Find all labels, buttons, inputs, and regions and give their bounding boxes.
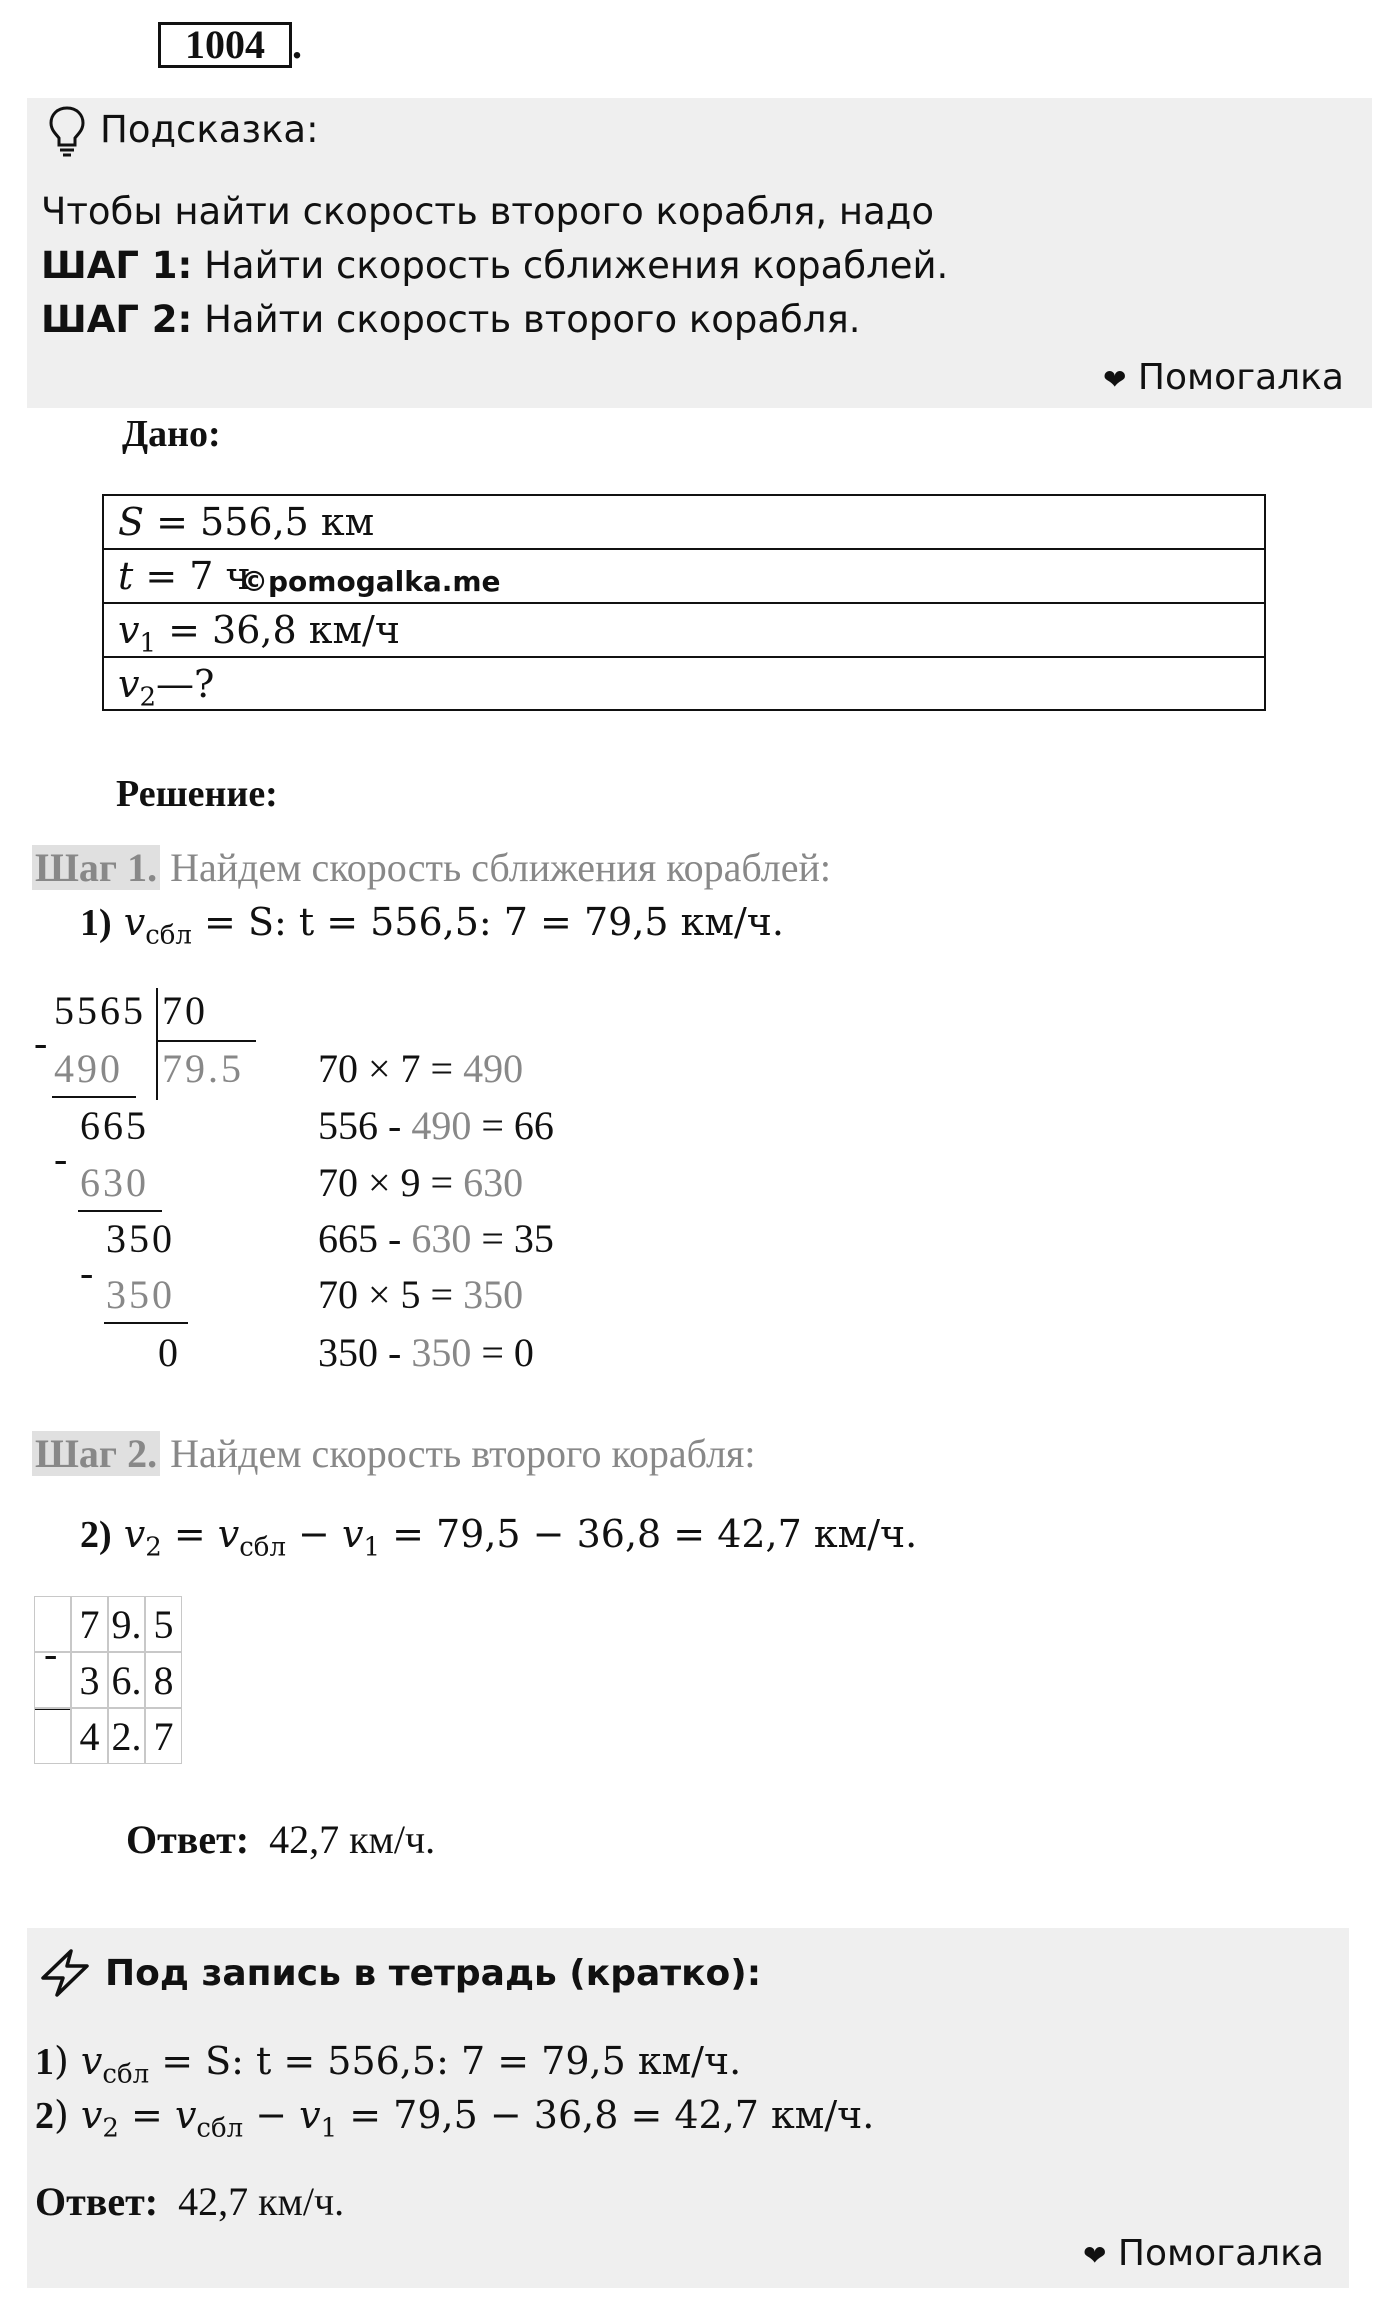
notes-number: 1 [35, 2041, 54, 2083]
answer-value: 42,7 км/ч. [249, 1817, 436, 1862]
minus-sign: - [80, 1250, 97, 1295]
formula-sub: 2 [102, 2113, 119, 2144]
hint-intro: Чтобы найти скорость второго корабля, надо [41, 190, 934, 233]
formula-number: 1) [80, 902, 112, 944]
step-2-heading [32, 1430, 755, 1478]
note-gray: 350 [411, 1330, 472, 1375]
grid-cell: 6. [108, 1652, 145, 1708]
grid-cell: 9. [108, 1596, 145, 1652]
minus-sign: - [44, 1631, 58, 1676]
formula-number: 2) [80, 1514, 112, 1556]
notes-answer [35, 2178, 344, 2226]
step-1-label: Шаг 1. [32, 845, 160, 890]
division-divisor: 70 [162, 988, 208, 1033]
given-var: v [118, 662, 140, 706]
column-subtraction [34, 1596, 194, 1770]
note-gray: 350 [463, 1272, 524, 1317]
given-value: = 36,8 км/ч [156, 608, 400, 652]
given-sub: 1 [139, 628, 157, 659]
division-line-4: 350 [106, 1216, 175, 1261]
note-tail: = 0 [471, 1330, 534, 1375]
division-quotient: 79.5 [162, 1046, 244, 1091]
answer [126, 1816, 435, 1864]
given-value: —? [156, 662, 215, 706]
formula-sub: сбл [145, 920, 192, 951]
formula-rest: = S: t = 556,5: 7 = 79,5 км/ч. [149, 2039, 742, 2083]
answer-label: Ответ: [126, 1817, 250, 1862]
division-note-1 [318, 1046, 523, 1092]
hint-step-1-label: ШАГ 1: [41, 244, 193, 287]
notes-number: 2 [35, 2095, 54, 2137]
grid-cell: 3 [71, 1652, 108, 1708]
note-gray: 630 [411, 1216, 472, 1261]
formula-var: v [123, 1512, 146, 1556]
given-sub: 2 [139, 682, 157, 713]
division-line-5: 350 [106, 1272, 175, 1317]
division-note-3 [318, 1160, 523, 1206]
note-gray: 490 [411, 1103, 472, 1148]
note-tail: = 66 [471, 1103, 554, 1148]
note-gray: 490 [463, 1046, 524, 1091]
formula-var: v [80, 2093, 103, 2137]
hint-step-1-text: Найти скорость сближения кораблей. [192, 244, 949, 287]
step-2-text: Найдем скорость второго корабля: [160, 1431, 756, 1476]
grid-cell: 2. [108, 1708, 145, 1764]
notes-line-2 [35, 2090, 874, 2154]
note-gray: 630 [463, 1160, 524, 1205]
formula-sub: сбл [239, 1532, 286, 1563]
division-rule [78, 1210, 162, 1212]
lightning-icon [37, 1948, 93, 1998]
division-dividend: 5565 [54, 988, 146, 1033]
formula-minus: − [243, 2093, 300, 2137]
note-black: 665 - [318, 1216, 412, 1261]
division-note-4 [318, 1216, 554, 1262]
notes-paren: ) [54, 2093, 69, 2137]
given-value: = 7 ч [133, 554, 251, 598]
formula-sub: 2 [145, 1532, 162, 1563]
grid-cell: 8 [145, 1652, 182, 1708]
formula-rest: = S: t = 556,5: 7 = 79,5 км/ч. [191, 900, 784, 944]
note-black: 70 × 7 = [318, 1046, 464, 1091]
division-rule [52, 1096, 136, 1098]
answer-label: Ответ: [35, 2179, 159, 2224]
given-var: t [118, 554, 134, 598]
division-divisor-line [156, 1040, 256, 1042]
note-black: 70 × 9 = [318, 1160, 464, 1205]
division-line-3: 630 [80, 1160, 149, 1205]
formula-sub: сбл [196, 2113, 244, 2144]
formula-sub: 1 [363, 1532, 380, 1563]
grid-cell: 4 [71, 1708, 108, 1764]
step-1-text: Найдем скорость сближения кораблей: [160, 845, 831, 890]
formula-eq: = [118, 2093, 175, 2137]
hint-step-2-label: ШАГ 2: [41, 298, 193, 341]
solution-title: Решение: [116, 773, 278, 815]
formula-var: v [123, 900, 146, 944]
notes-brand [1083, 2232, 1324, 2278]
given-title: Дано: [122, 413, 221, 455]
hint-title: Подсказка: [100, 108, 319, 151]
given-var: v [118, 608, 140, 652]
division-line-1: 490 [54, 1046, 123, 1091]
division-note-5 [318, 1272, 523, 1318]
notes-title: Под запись в тетрадь (кратко): [105, 1953, 762, 1994]
note-tail: = 35 [471, 1216, 554, 1261]
given-var: S [118, 500, 145, 544]
formula-var: v [217, 1512, 240, 1556]
formula-eq: = [161, 1512, 218, 1556]
notes-brand-label: Помогалка [1117, 2233, 1324, 2274]
minus-sign: - [34, 1020, 51, 1065]
grid-cell: 5 [145, 1596, 182, 1652]
formula-var: v [80, 2039, 103, 2083]
note-black: 350 - [318, 1330, 412, 1375]
note-black: 70 × 5 = [318, 1272, 464, 1317]
division-note-2 [318, 1103, 554, 1149]
division-line-2: 665 [80, 1103, 149, 1148]
given-value: = 556,5 км [144, 500, 375, 544]
note-black: 556 - [318, 1103, 412, 1148]
step-2-label: Шаг 2. [32, 1431, 160, 1476]
division-line-6: 0 [158, 1330, 181, 1375]
hint-brand-label: Помогалка [1137, 357, 1344, 398]
grid-cell: 7 [71, 1596, 108, 1652]
formula-rest: = 79,5 − 36,8 = 42,7 км/ч. [379, 1512, 918, 1556]
formula-sub: 1 [320, 2113, 338, 2144]
heart-icon: ❤ [1083, 2239, 1107, 2272]
formula-var: v [174, 2093, 197, 2137]
formula-rest: = 79,5 − 36,8 = 42,7 км/ч. [337, 2093, 875, 2137]
notes-panel [27, 1928, 1349, 2288]
division-rule [104, 1322, 188, 1324]
minus-sign: - [54, 1136, 71, 1181]
task-number-dot: . [292, 22, 302, 67]
hint-step-2-text: Найти скорость второго корабля. [192, 298, 861, 341]
formula-var: v [341, 1512, 364, 1556]
watermark: ©pomogalka.me [240, 565, 501, 598]
division-bar [156, 988, 158, 1100]
formula-sub: сбл [102, 2059, 150, 2090]
formula-var: v [299, 2093, 321, 2137]
task-number: 1004 [158, 22, 292, 68]
step-2-formula [80, 1510, 917, 1572]
answer-value: 42,7 км/ч. [158, 2179, 345, 2224]
grid-cell: 7 [145, 1708, 182, 1764]
grid-cell [34, 1708, 71, 1764]
notes-paren: ) [54, 2039, 69, 2083]
division-note-6 [318, 1330, 534, 1376]
formula-minus: − [285, 1512, 342, 1556]
heart-icon: ❤ [1103, 363, 1127, 396]
